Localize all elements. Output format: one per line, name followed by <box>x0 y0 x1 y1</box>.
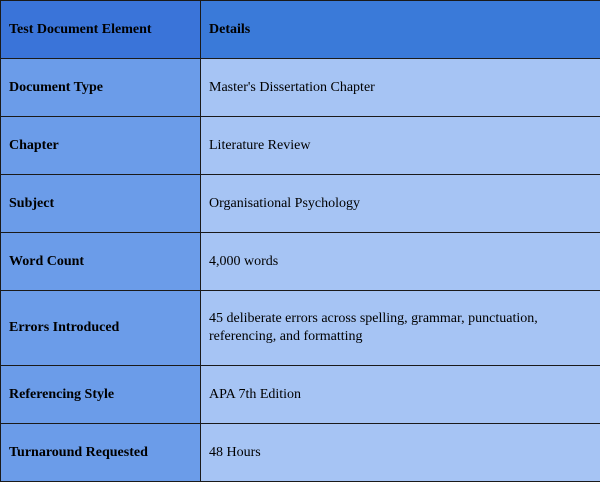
table-row-chapter <box>1 117 600 175</box>
row-value: 4,000 words <box>201 233 600 291</box>
table-row-word-count <box>1 233 600 291</box>
row-value: 48 Hours <box>201 424 600 482</box>
row-value: 45 deliberate errors across spelling, grammar, punctuation, referencing, and formatting <box>201 291 600 366</box>
row-value: Organisational Psychology <box>201 175 600 233</box>
table-row-referencing-style <box>1 366 600 424</box>
column-header-details: Details <box>201 1 600 59</box>
row-label: Document Type <box>1 59 201 117</box>
row-label: Subject <box>1 175 201 233</box>
row-label: Turnaround Requested <box>1 424 201 482</box>
row-label: Word Count <box>1 233 201 291</box>
row-label: Errors Introduced <box>1 291 201 366</box>
row-label: Referencing Style <box>1 366 201 424</box>
row-label: Chapter <box>1 117 201 175</box>
row-value: APA 7th Edition <box>201 366 600 424</box>
row-value: Master's Dissertation Chapter <box>201 59 600 117</box>
table-row-subject <box>1 175 600 233</box>
table-row-errors-introduced <box>1 291 600 366</box>
table-header-row <box>1 1 600 59</box>
table-row-document-type <box>1 59 600 117</box>
row-value: Literature Review <box>201 117 600 175</box>
table-row-turnaround-requested <box>1 424 600 482</box>
column-header-element: Test Document Element <box>1 1 201 59</box>
